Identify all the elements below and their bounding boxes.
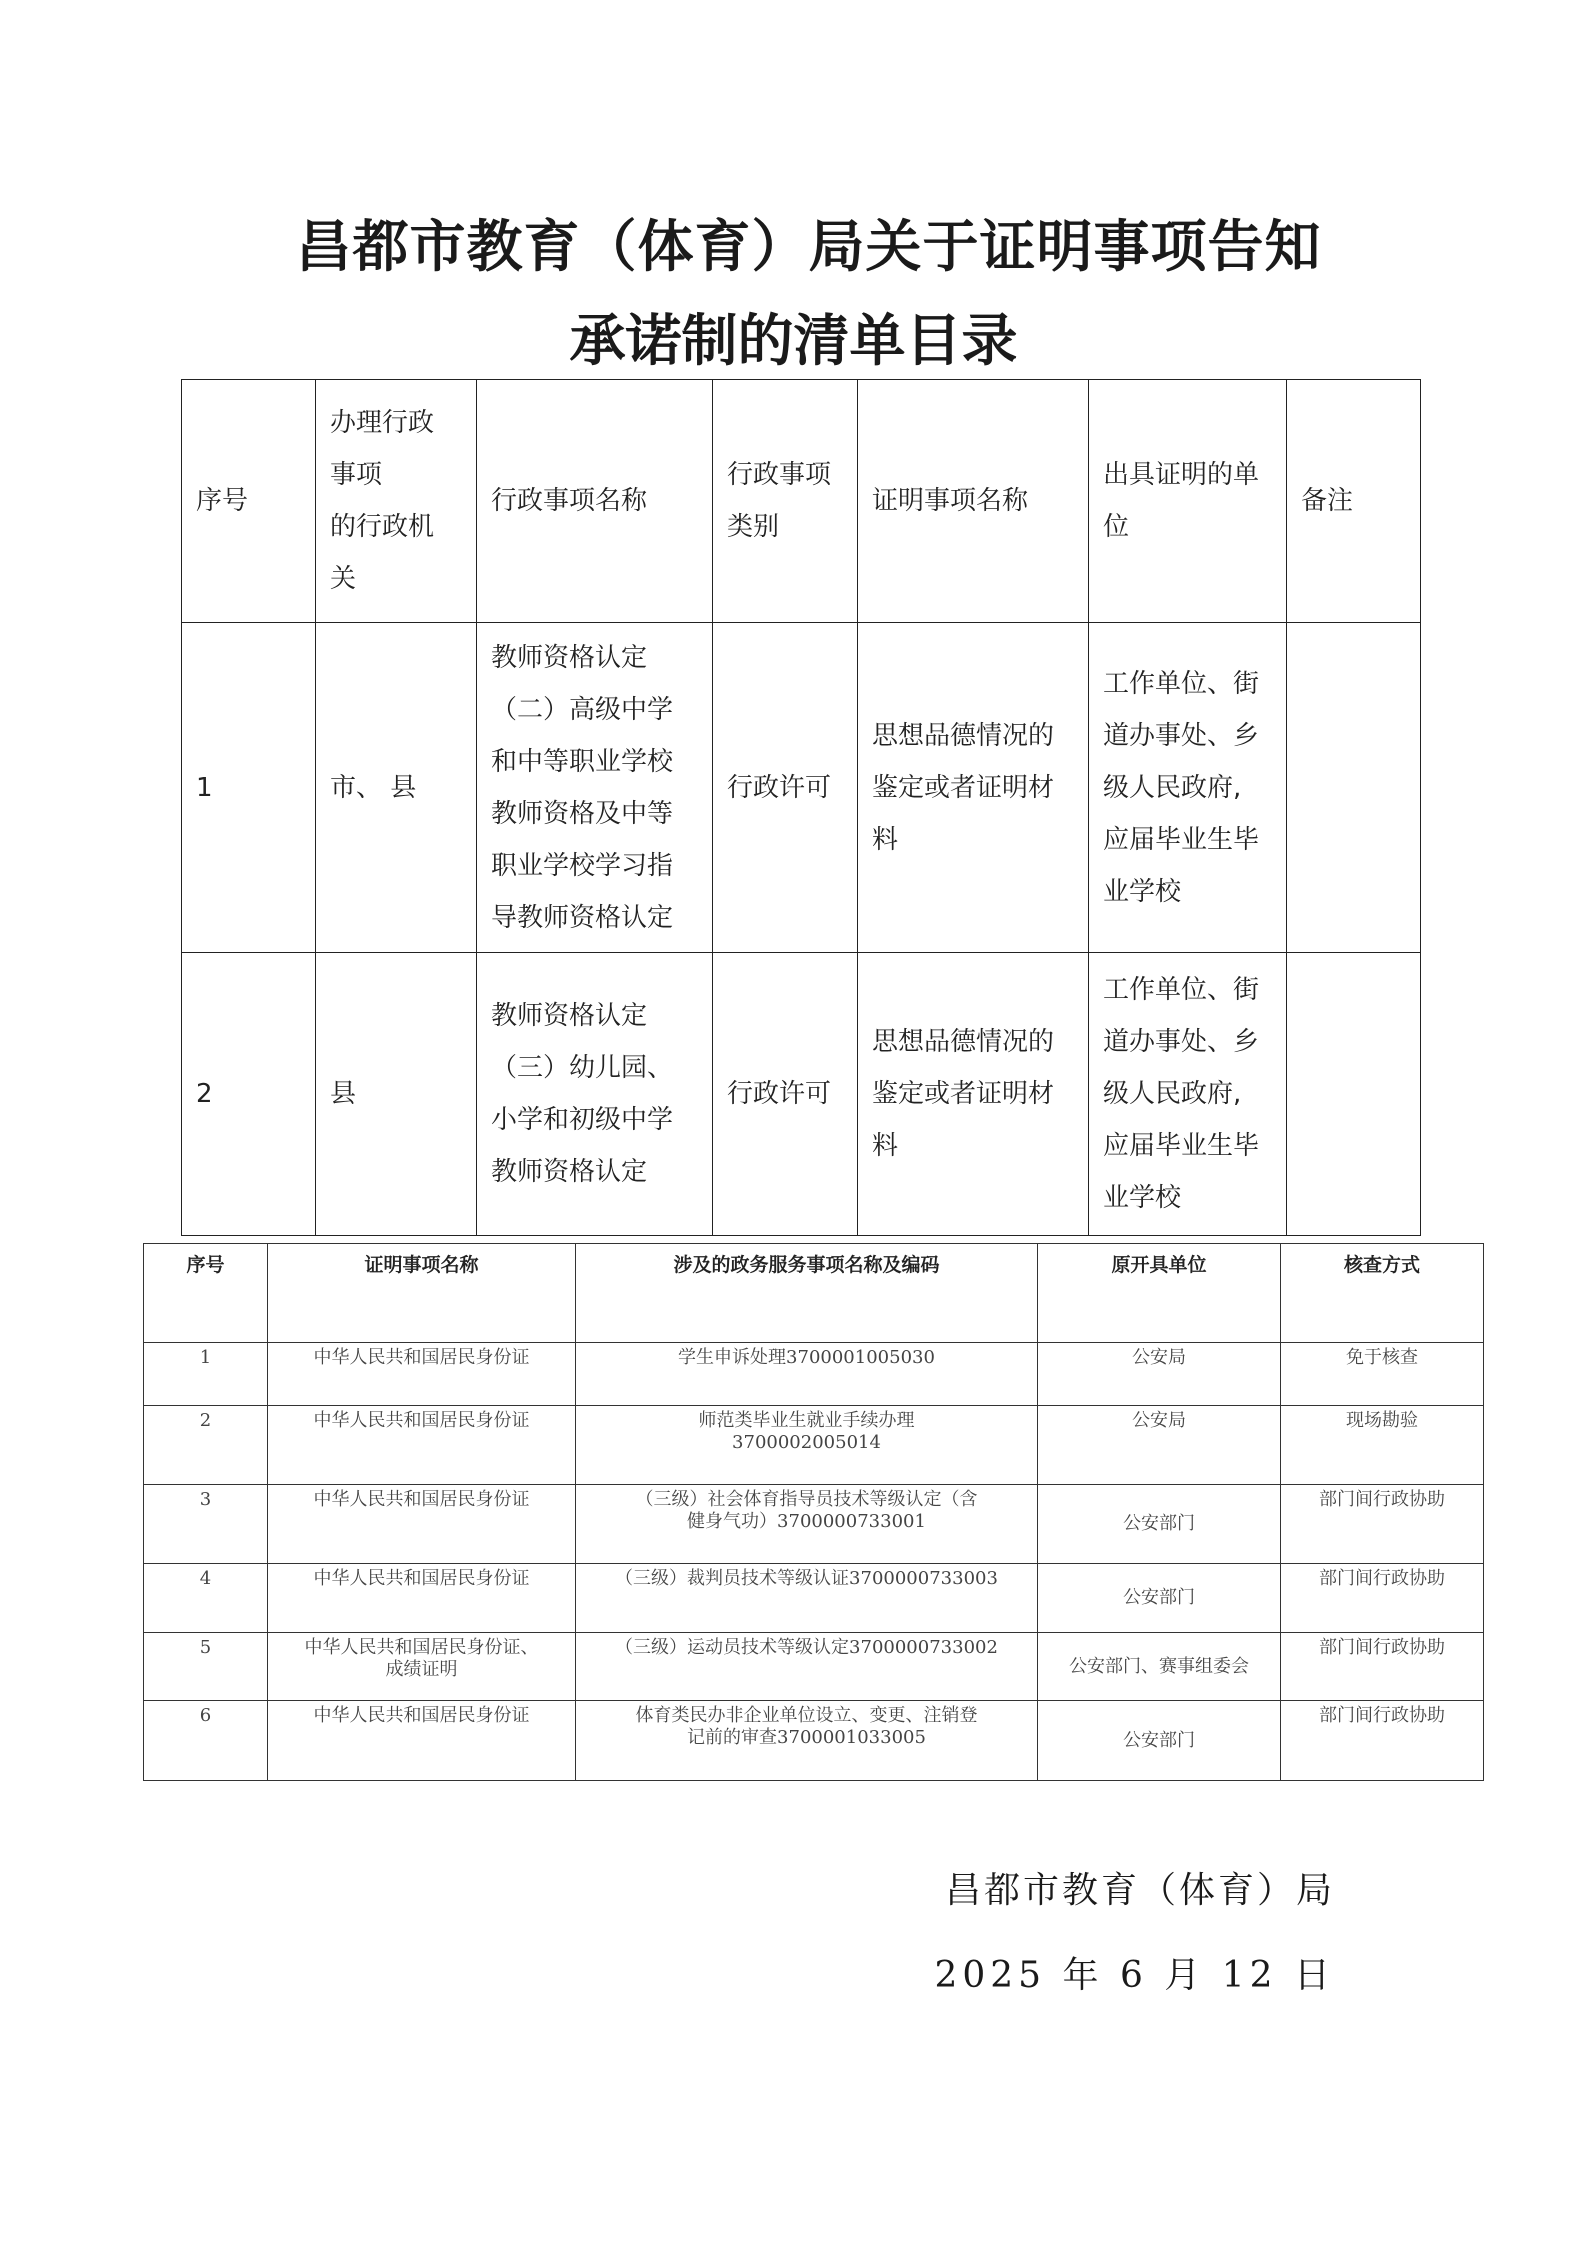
header-cert-name: 证明事项名称 (268, 1244, 576, 1343)
cell-issuer: 工作单位、街 道办事处、乡 级人民政府, 应届毕业生毕 业学校 (1089, 623, 1287, 953)
header-cert-name: 证明事项名称 (858, 380, 1089, 623)
table-row (182, 623, 1421, 953)
certification-list-table (181, 379, 1421, 1236)
table-row (144, 1633, 1484, 1701)
cell-seq: 2 (182, 953, 316, 1236)
cell-seq: 6 (144, 1701, 268, 1781)
cell-cert-name: 中华人民共和国居民身份证 (268, 1701, 576, 1781)
header-service: 涉及的政务服务事项名称及编码 (576, 1244, 1038, 1343)
table-row (144, 1485, 1484, 1564)
table1-header-row (182, 380, 1421, 623)
cell-issuer: 公安局 (1038, 1343, 1281, 1406)
cell-method: 部门间行政协助 (1281, 1564, 1484, 1633)
document-title (0, 200, 1587, 388)
title-line-1: 昌都市教育（体育）局关于证明事项告知 (295, 214, 1322, 280)
cell-cert-name: 中华人民共和国居民身份证 (268, 1564, 576, 1633)
cell-issuer: 公安部门 (1038, 1485, 1281, 1564)
cell-cert-name: 中华人民共和国居民身份证、 成绩证明 (268, 1633, 576, 1701)
title-line-2: 承诺制的清单目录 (569, 308, 1018, 374)
header-issuer: 原开具单位 (1038, 1244, 1281, 1343)
cell-method: 部门间行政协助 (1281, 1701, 1484, 1781)
table2-header-row (144, 1244, 1484, 1343)
cell-issuer: 公安部门、赛事组委会 (1038, 1633, 1281, 1701)
cell-method: 部门间行政协助 (1281, 1485, 1484, 1564)
cell-service: 师范类毕业生就业手续办理 3700002005014 (576, 1406, 1038, 1485)
issue-date: 2025 年 6 月 12 日 (934, 1955, 1335, 1996)
cell-item-type: 行政许可 (713, 623, 858, 953)
cell-issuer: 公安局 (1038, 1406, 1281, 1485)
table-row (182, 953, 1421, 1236)
cell-seq: 2 (144, 1406, 268, 1485)
header-item-name: 行政事项名称 (477, 380, 713, 623)
cell-cert-name: 思想品德情况的 鉴定或者证明材 料 (858, 623, 1089, 953)
header-seq: 序号 (144, 1244, 268, 1343)
cell-method: 现场勘验 (1281, 1406, 1484, 1485)
cell-service: 学生申诉处理3700001005030 (576, 1343, 1038, 1406)
header-method: 核查方式 (1281, 1244, 1484, 1343)
cell-cert-name: 中华人民共和国居民身份证 (268, 1343, 576, 1406)
cell-seq: 1 (182, 623, 316, 953)
cell-method: 免于核查 (1281, 1343, 1484, 1406)
issuing-organization: 昌都市教育（体育）局 (944, 1870, 1335, 1911)
table-row (144, 1406, 1484, 1485)
header-remark: 备注 (1287, 380, 1421, 623)
cell-agency: 县 (316, 953, 477, 1236)
cell-issuer: 公安部门 (1038, 1564, 1281, 1633)
header-item-type: 行政事项 类别 (713, 380, 858, 623)
cell-item-name: 教师资格认定 （三）幼儿园、 小学和初级中学 教师资格认定 (477, 953, 713, 1236)
cell-issuer: 工作单位、街 道办事处、乡 级人民政府, 应届毕业生毕 业学校 (1089, 953, 1287, 1236)
cell-remark (1287, 953, 1421, 1236)
header-agency: 办理行政 事项 的行政机 关 (316, 380, 477, 623)
cell-method: 部门间行政协助 (1281, 1633, 1484, 1701)
cell-item-name: 教师资格认定 （二）高级中学 和中等职业学校 教师资格及中等 职业学校学习指 导教师资格认定 (477, 623, 713, 953)
table-row (144, 1701, 1484, 1781)
header-seq: 序号 (182, 380, 316, 623)
table-row (144, 1343, 1484, 1406)
header-issuer: 出具证明的单 位 (1089, 380, 1287, 623)
cell-service: （三级）运动员技术等级认定3700000733002 (576, 1633, 1038, 1701)
verification-method-table (143, 1243, 1484, 1781)
cell-seq: 3 (144, 1485, 268, 1564)
cell-remark (1287, 623, 1421, 953)
table-row (144, 1564, 1484, 1633)
cell-item-type: 行政许可 (713, 953, 858, 1236)
cell-service: （三级）裁判员技术等级认证3700000733003 (576, 1564, 1038, 1633)
cell-cert-name: 思想品德情况的 鉴定或者证明材 料 (858, 953, 1089, 1236)
cell-cert-name: 中华人民共和国居民身份证 (268, 1485, 576, 1564)
cell-seq: 5 (144, 1633, 268, 1701)
cell-issuer: 公安部门 (1038, 1701, 1281, 1781)
cell-service: （三级）社会体育指导员技术等级认定（含 健身气功）3700000733001 (576, 1485, 1038, 1564)
cell-cert-name: 中华人民共和国居民身份证 (268, 1406, 576, 1485)
cell-service: 体育类民办非企业单位设立、变更、注销登 记前的审查3700001033005 (576, 1701, 1038, 1781)
cell-agency: 市、 县 (316, 623, 477, 953)
cell-seq: 1 (144, 1343, 268, 1406)
cell-seq: 4 (144, 1564, 268, 1633)
